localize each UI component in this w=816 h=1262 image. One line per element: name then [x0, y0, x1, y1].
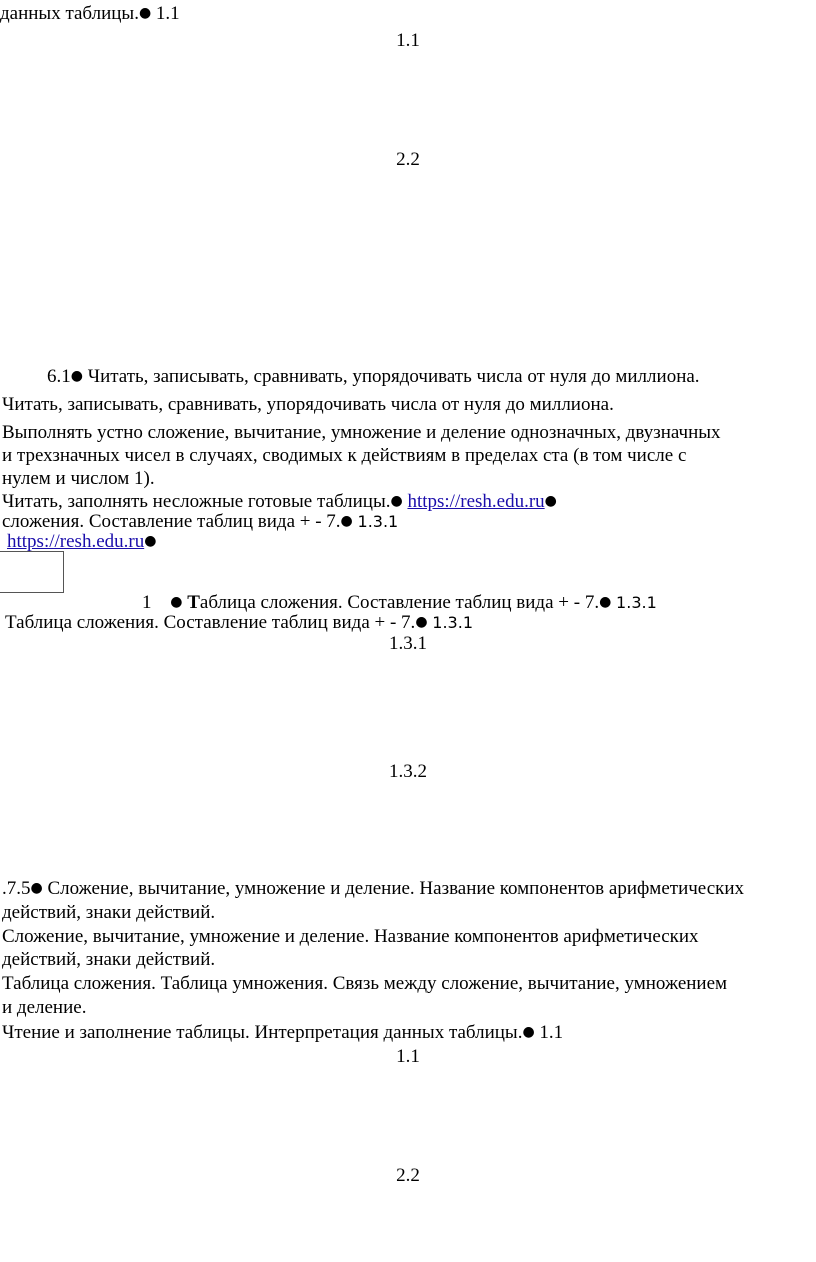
- sub-text: Таблица сложения. Составление таблиц вида + - 7.: [5, 612, 416, 633]
- heading-text: Читать, записывать, сравнивать, упорядочивать числа от нуля до миллиона.: [87, 366, 700, 387]
- bullet-icon: ●: [170, 594, 183, 610]
- heading-number: 6.1: [47, 366, 71, 387]
- centered-number: 1.1: [396, 1046, 420, 1067]
- row-text: аблица сложения. Составление таблиц вида + - 7.: [199, 592, 600, 613]
- bullet-icon: ●: [138, 5, 152, 21]
- bullet-icon: ●: [144, 533, 157, 549]
- bullet-icon: ●: [390, 493, 403, 509]
- centered-number: 1.3.1: [389, 633, 427, 654]
- top-text: данных таблицы.: [0, 3, 139, 24]
- heading-line: действий, знаки действий.: [2, 902, 216, 923]
- paragraph: [2, 1021, 563, 1044]
- bullet-icon: ●: [70, 368, 83, 384]
- heading-number: .7.5: [2, 878, 31, 899]
- row-number: 1: [142, 592, 152, 613]
- top-text-line: [0, 2, 180, 25]
- paragraph-text: Чтение и заполнение таблицы. Интерпретация данных таблицы.: [2, 1022, 523, 1043]
- bullet-icon: ●: [415, 614, 428, 630]
- resh-link[interactable]: https://resh.edu.ru: [7, 531, 145, 552]
- bullet-icon: ●: [30, 880, 43, 896]
- bullet-icon: ●: [340, 513, 353, 529]
- paragraph-text: Читать, заполнять несложные готовые таблицы.: [2, 491, 391, 512]
- sub-code: 1.3.1: [432, 613, 473, 632]
- paragraph-line: и деление.: [2, 997, 87, 1018]
- empty-cell-box: [0, 551, 64, 593]
- paragraph-line: действий, знаки действий.: [2, 949, 216, 970]
- bullet-icon: ●: [544, 493, 557, 509]
- resh-link[interactable]: https://resh.edu.ru: [407, 491, 545, 512]
- paragraph-line: и трехзначных чисел в случаях, сводимых к действиям в пределах ста (в том числе с: [2, 445, 687, 466]
- row-code: 1.3.1: [616, 593, 657, 612]
- paragraph-text: сложения. Составление таблиц вида + - 7.: [2, 511, 341, 532]
- centered-number: 2.2: [396, 1165, 420, 1186]
- top-number: 1.1: [155, 3, 180, 24]
- section-heading: [47, 365, 700, 388]
- paragraph-line: Таблица сложения. Таблица умножения. Связь между сложение, вычитание, умножением: [2, 973, 728, 994]
- paragraph-line: нулем и числом 1).: [2, 468, 155, 489]
- link-line: [7, 530, 156, 553]
- bullet-icon: ●: [599, 594, 612, 610]
- row-first-letter: Т: [187, 592, 200, 613]
- paragraph-number: 1.1: [539, 1022, 564, 1043]
- heading-text: Сложение, вычитание, умножение и деление. Название компонентов арифметических: [47, 878, 745, 899]
- centered-number: 1.1: [396, 30, 420, 51]
- centered-number: 1.3.2: [389, 761, 427, 782]
- sub-line: [5, 611, 473, 634]
- bullet-icon: ●: [522, 1024, 535, 1040]
- code-number: 1.3.1: [357, 512, 399, 531]
- paragraph: Читать, записывать, сравнивать, упорядочивать числа от нуля до миллиона.: [2, 394, 614, 415]
- paragraph-line: Выполнять устно сложение, вычитание, умножение и деление однозначных, двузначных: [2, 422, 721, 443]
- paragraph-line: Сложение, вычитание, умножение и деление. Название компонентов арифметических: [2, 926, 699, 947]
- centered-number: 2.2: [396, 149, 420, 170]
- section-heading: [2, 877, 744, 900]
